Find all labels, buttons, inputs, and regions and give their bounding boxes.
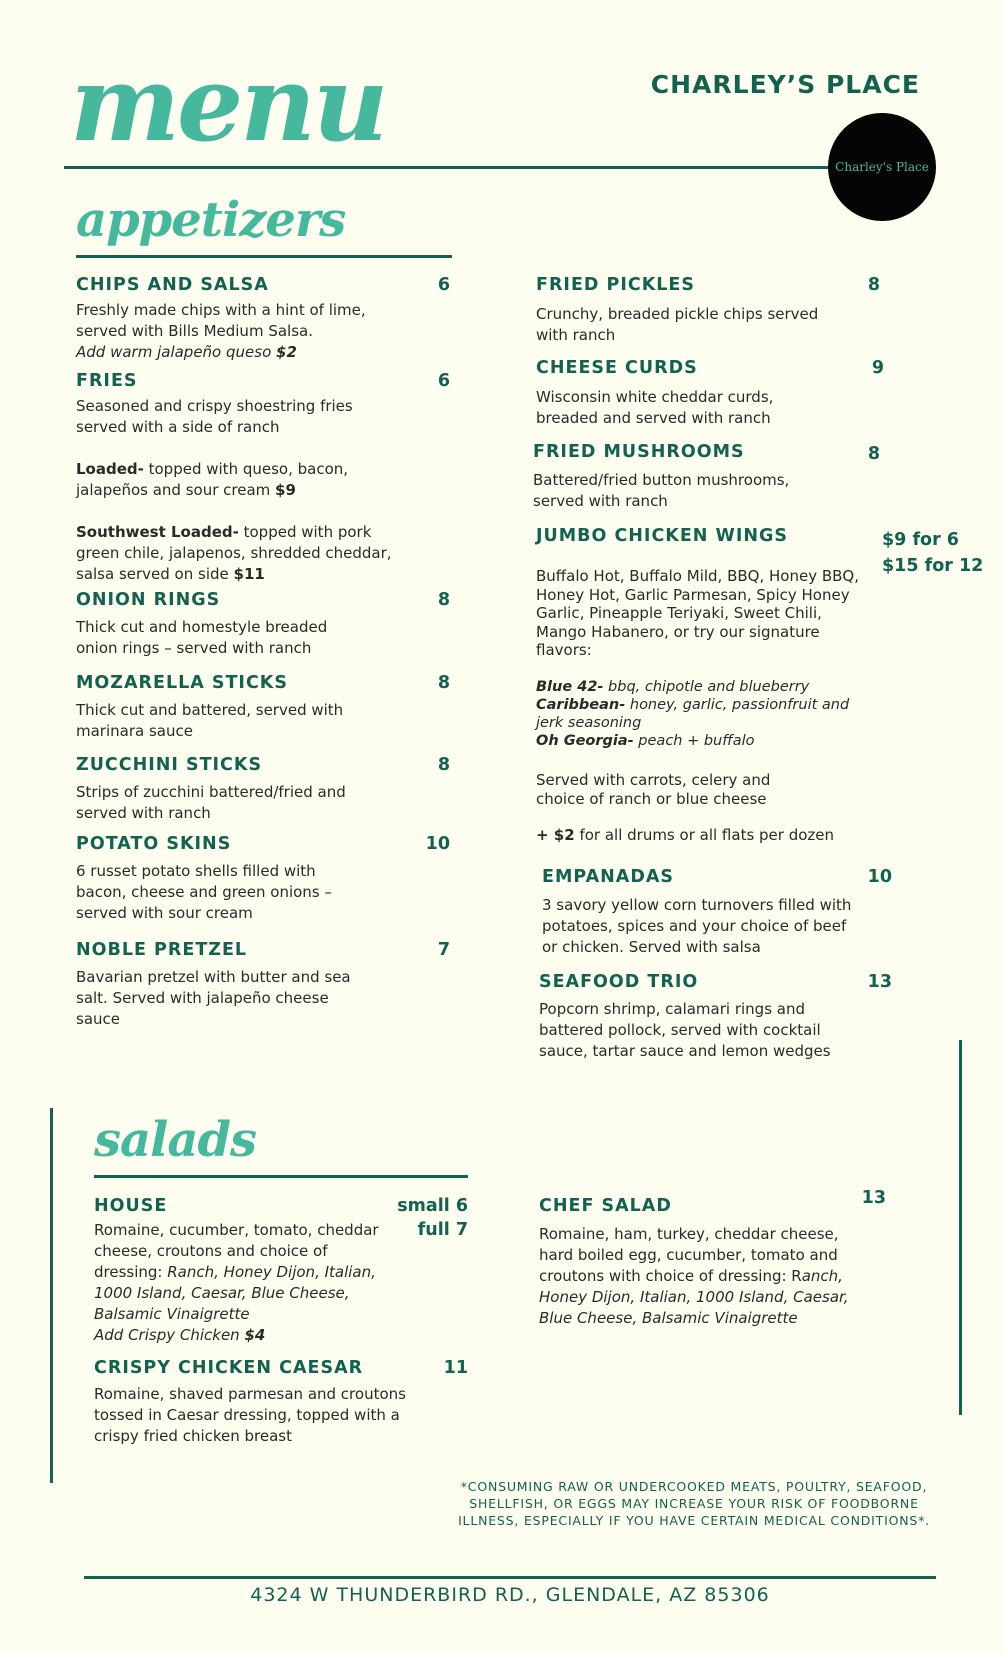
item-name-empanadas: EMPANADAS bbox=[542, 867, 674, 887]
item-price-onion-rings: 8 bbox=[437, 590, 450, 610]
header-divider bbox=[64, 166, 834, 169]
item-desc-chef-salad: Romaine, ham, turkey, cheddar cheese, hard boiled egg, cucumber, tomato and croutons with choice of dressing: Ranch, Honey Dijon, Italian, 1000 Island, Caesar, Blue Cheese, Balsamic Vinaigrette bbox=[539, 1225, 849, 1327]
item-name-potato-skins: POTATO SKINS bbox=[76, 834, 232, 854]
item-price-chips-and-salsa: 6 bbox=[437, 275, 450, 295]
item-desc-fries-loaded: Loaded- topped with queso, bacon, jalapeños and sour cream $9 bbox=[76, 460, 349, 499]
item-price-house-full: full 7 bbox=[417, 1220, 468, 1240]
item-desc-fries-southwest: Southwest Loaded- topped with pork green chile, jalapenos, shredded cheddar, salsa served on side $11 bbox=[76, 523, 392, 583]
item-name-crispy-chicken-caesar: CRISPY CHICKEN CAESAR bbox=[94, 1358, 364, 1378]
item-price-fried-pickles: 8 bbox=[867, 275, 880, 295]
salads-divider bbox=[94, 1175, 468, 1178]
item-desc-potato-skins: 6 russet potato shells filled with bacon, cheese and green onions – served with sour cream bbox=[76, 862, 332, 922]
appetizers-heading: appetizers bbox=[76, 192, 346, 248]
item-desc-cheese-curds: Wisconsin white cheddar curds, breaded and served with ranch bbox=[536, 388, 774, 427]
item-name-seafood-trio: SEAFOOD TRIO bbox=[539, 972, 699, 992]
item-name-fried-pickles: FRIED PICKLES bbox=[536, 275, 695, 295]
item-desc-chips-and-salsa: Freshly made chips with a hint of lime, served with Bills Medium Salsa. Add warm jalapeño queso $2 bbox=[76, 301, 366, 361]
food-safety-note: *CONSUMING RAW OR UNDERCOOKED MEATS, POULTRY, SEAFOOD, SHELLFISH, OR EGGS MAY INCREASE YOUR RISK OF FOODBORNE ILLNESS, ESPECIALLY IF YOU HAVE CERTAIN MEDICAL CONDITIONS*. bbox=[458, 1479, 930, 1528]
item-desc-seafood-trio: Popcorn shrimp, calamari rings and battered pollock, served with cocktail sauce, tartar sauce and lemon wedges bbox=[539, 1000, 831, 1060]
item-desc-fries: Seasoned and crispy shoestring fries served with a side of ranch bbox=[76, 397, 353, 436]
item-name-zucchini-sticks: ZUCCHINI STICKS bbox=[76, 755, 263, 775]
item-name-fried-mushrooms: FRIED MUSHROOMS bbox=[533, 442, 745, 462]
item-desc-jumbo-chicken-wings: Buffalo Hot, Buffalo Mild, BBQ, Honey BBQ, Honey Hot, Garlic Parmesan, Spicy Honey Garlic, Pineapple Teriyaki, Sweet Chili, Mango Habanero, or try our signature flavors: bbox=[536, 567, 859, 659]
restaurant-name: CHARLEY’S PLACE bbox=[650, 70, 920, 99]
item-price-chef-salad: 13 bbox=[861, 1188, 886, 1208]
logo-text: Charley's Place bbox=[835, 160, 929, 174]
appetizers-divider bbox=[76, 255, 452, 258]
salads-right-rule bbox=[959, 1040, 962, 1415]
item-price-fried-mushrooms: 8 bbox=[867, 444, 880, 464]
salads-left-rule bbox=[50, 1108, 53, 1483]
item-desc-zucchini-sticks: Strips of zucchini battered/fried and served with ranch bbox=[76, 783, 346, 822]
item-desc-fried-mushrooms: Battered/fried button mushrooms, served with ranch bbox=[533, 471, 790, 510]
item-name-noble-pretzel: NOBLE PRETZEL bbox=[76, 940, 248, 960]
item-price-wings-6: $9 for 6 bbox=[882, 530, 959, 550]
footer-divider bbox=[84, 1576, 936, 1579]
item-name-jumbo-chicken-wings: JUMBO CHICKEN WINGS bbox=[536, 526, 788, 546]
item-price-mozarella-sticks: 8 bbox=[437, 673, 450, 693]
item-desc-empanadas: 3 savory yellow corn turnovers filled with potatoes, spices and your choice of beef or chicken. Served with salsa bbox=[542, 896, 852, 956]
logo bbox=[828, 113, 936, 221]
menu-title: menu bbox=[70, 42, 386, 165]
item-desc-crispy-chicken-caesar: Romaine, shaved parmesan and croutons tossed in Caesar dressing, topped with a crispy fried chicken breast bbox=[94, 1385, 406, 1445]
item-name-chef-salad: CHEF SALAD bbox=[539, 1196, 672, 1216]
item-price-empanadas: 10 bbox=[867, 867, 892, 887]
item-desc-onion-rings: Thick cut and homestyle breaded onion rings – served with ranch bbox=[76, 618, 328, 657]
item-name-fries: FRIES bbox=[76, 371, 138, 391]
item-desc-house-salad: Romaine, cucumber, tomato, cheddar cheese, croutons and choice of dressing: Ranch, Honey Dijon, Italian, 1000 Island, Caesar, Blue Cheese, Balsamic Vinaigrette Add Crispy Chicken $4 bbox=[94, 1221, 379, 1344]
item-price-crispy-chicken-caesar: 11 bbox=[443, 1358, 468, 1378]
item-name-cheese-curds: CHEESE CURDS bbox=[536, 358, 698, 378]
item-desc-fried-pickles: Crunchy, breaded pickle chips served with ranch bbox=[536, 305, 819, 344]
item-price-zucchini-sticks: 8 bbox=[437, 755, 450, 775]
item-desc-wings-signature-flavors: Blue 42- bbq, chipotle and blueberry Caribbean- honey, garlic, passionfruit and jerk seasoning Oh Georgia- peach + buffalo bbox=[536, 679, 850, 749]
item-desc-noble-pretzel: Bavarian pretzel with butter and sea salt. Served with jalapeño cheese sauce bbox=[76, 968, 351, 1028]
item-desc-mozarella-sticks: Thick cut and battered, served with marinara sauce bbox=[76, 701, 344, 740]
item-name-onion-rings: ONION RINGS bbox=[76, 590, 221, 610]
item-name-chips-and-salsa: CHIPS AND SALSA bbox=[76, 275, 269, 295]
item-desc-wings-extra: + $2 for all drums or all flats per dozen bbox=[536, 826, 835, 844]
item-price-potato-skins: 10 bbox=[425, 834, 450, 854]
item-name-house-salad: HOUSE bbox=[94, 1196, 168, 1216]
item-name-mozarella-sticks: MOZARELLA STICKS bbox=[76, 673, 288, 693]
salads-heading: salads bbox=[94, 1112, 257, 1168]
item-price-house-small: small 6 bbox=[397, 1196, 468, 1216]
item-desc-wings-served: Served with carrots, celery and choice of ranch or blue cheese bbox=[536, 771, 771, 808]
item-price-noble-pretzel: 7 bbox=[437, 940, 450, 960]
address: 4324 W THUNDERBIRD RD., GLENDALE, AZ 85306 bbox=[250, 1584, 770, 1606]
item-price-wings-12: $15 for 12 bbox=[882, 556, 984, 576]
item-price-seafood-trio: 13 bbox=[867, 972, 892, 992]
item-price-fries: 6 bbox=[437, 371, 450, 391]
item-price-cheese-curds: 9 bbox=[871, 358, 884, 378]
